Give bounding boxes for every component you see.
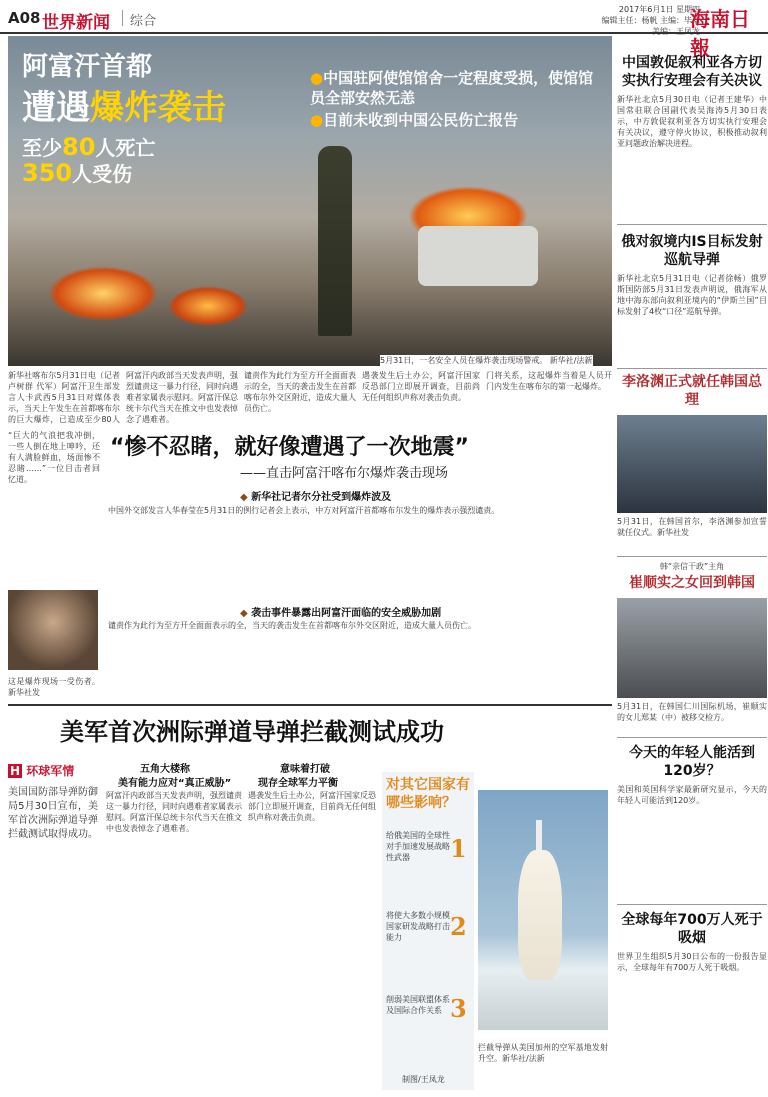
lee-photo bbox=[617, 415, 767, 513]
photo-caption: 5月31日，在韩国首尔，李洛渊参加宣誓就任仪式。新华社发 bbox=[617, 517, 767, 537]
box-number: 3 bbox=[450, 994, 467, 1023]
lead-text: 新华社喀布尔5月31日电（记者卢树群 代军）阿富汗卫生部发言人卡武西5月31日对媒体表示，当天上午发生在首都喀布尔的巨大爆炸，已造成至少80人 bbox=[8, 371, 120, 424]
article-col: 遇袭发生后土办公，阿富汗国家反恐部门立即展开调查，目前尚无任何组织声称对袭击负责。 bbox=[362, 371, 480, 402]
news-text: 新华社北京5月30日电（记者王建华）中国常驻联合国副代表吴海涛5月30日表示，中方敦促叙利亚各方切实执行安理会有关决议，遵守停火协议，积极推动叙利亚问题政治解决进程。 bbox=[617, 95, 767, 148]
news-title: 全球每年700万人死于吸烟 bbox=[621, 912, 763, 946]
col-subhead: 现存全球军力平衡 bbox=[258, 778, 338, 789]
divider bbox=[617, 556, 767, 557]
box-number: 1 bbox=[450, 834, 467, 863]
article-body: 谴责作为此行为至方开全面面表示的全，当天的袭击发生在首都喀布尔外交区附近，造成大量人员伤亡。 bbox=[108, 621, 476, 630]
divider bbox=[122, 10, 123, 26]
photo-caption: 5月31日，在韩国仁川国际机场，崔顺实的女儿郑某（中）被移交检方。 bbox=[617, 702, 767, 722]
right-column bbox=[617, 36, 767, 1011]
news-text: 世界卫生组织5月30日公布的一份报告显示，全球每年有700万人死于吸烟。 bbox=[617, 952, 767, 972]
hero-bullet: ●目前未收到中国公民伤亡报告 bbox=[310, 111, 519, 129]
news-title: 中国敦促叙利亚各方切实执行安理会有关决议 bbox=[622, 55, 762, 89]
article-body: 中国外交部发言人华春莹在5月31日的例行记者会上表示，中方对阿富汗首都喀布尔发生的爆炸表示强烈谴责。 bbox=[108, 506, 500, 515]
missile-lead: 美国国防部导弹防御局5月30日宣布，美军首次洲际弹道导弹拦截测试取得成功。 bbox=[8, 787, 98, 840]
divider bbox=[617, 737, 767, 738]
section-divider bbox=[8, 704, 612, 706]
injured-photo bbox=[8, 590, 98, 670]
col-subhead: 美有能力应对“真正威胁” bbox=[118, 778, 232, 789]
article-col: 阿富汗内政部当天发表声明，强烈谴责这一暴力行径，同时向遇难者家属表示慰问。阿富汗保总统卡尔代当天在推文中也发表悼念了遇难者。 bbox=[106, 791, 242, 833]
divider bbox=[617, 224, 767, 225]
missile-photo bbox=[478, 790, 608, 1030]
photo-caption: 这是爆炸现场一受伤者。新华社发 bbox=[8, 677, 100, 697]
news-text: 美国和英国科学家最新研究显示，今天的年轻人可能活到120岁。 bbox=[617, 785, 767, 805]
news-title: 俄对叙境内IS目标发射巡航导弹 bbox=[621, 234, 763, 268]
credit: 制图/王凤龙 bbox=[402, 1075, 445, 1084]
col-head: 五角大楼称 bbox=[140, 764, 190, 775]
article-col: 谴责作为此行为至方开全面面表示的全，当天的袭击发生在首都喀布尔外交区附近，造成大量人员伤亡。 bbox=[244, 371, 356, 413]
divider bbox=[617, 904, 767, 905]
newspaper-logo: 海南日報 bbox=[690, 7, 750, 60]
news-kicker: 韩“亲信干政”主角 bbox=[659, 562, 725, 571]
news-text: 新华社北京5月31日电（记者徐畅）俄罗斯国防部5月31日发表声明说，俄海军从地中海东部向叙利亚境内的“伊斯兰国”目标发射了4枚“口径”巡航导弹。 bbox=[617, 274, 767, 316]
section-badge: H 环球军情 bbox=[10, 764, 75, 778]
photo-caption: 拦截导弹从美国加州的空军基地发射升空。新华社/法新 bbox=[478, 1043, 608, 1063]
article-col: 门将关系，这起爆炸当着是人员开门内发生在喀布尔的第一起爆炸。 bbox=[486, 371, 612, 391]
box-item: 将使大多数小规模国家研发战略打击能力 bbox=[386, 911, 450, 942]
box-number: 2 bbox=[450, 912, 467, 941]
subsection-title: 综合 bbox=[130, 14, 157, 29]
box-item: 削弱美国联盟体系及国际合作关系 bbox=[386, 995, 450, 1015]
divider bbox=[617, 368, 767, 369]
editor-text: 编辑主任：杨帆 主编：毕翠 美编：王凤龙 bbox=[601, 16, 700, 36]
article-col: 遇袭发生后土办公，阿富汗国家反恐部门立即展开调查，目前尚无任何组织声称对袭击负责。 bbox=[248, 791, 376, 822]
hero-bullet: ●中国驻阿使馆馆舍一定程度受损，使馆馆员全部安然无恙 bbox=[310, 69, 594, 107]
page-header bbox=[0, 0, 768, 60]
quote-title: “惨不忍睹，就好像遭遇了一次地震” bbox=[110, 435, 469, 460]
date-line bbox=[600, 4, 700, 37]
side-quote: “巨大的气浪把我冲倒，一些人倒在地上呻吟，还有人满脸鲜血，场面惨不忍睹……”一位目击者回忆道。 bbox=[8, 431, 100, 484]
subhead-1: ◆ 新华社记者尔分社受到爆炸波及 bbox=[240, 492, 392, 503]
page-number: A08 bbox=[8, 9, 41, 27]
section-title: 世界新闻 bbox=[42, 13, 110, 33]
missile-title: 美军首次洲际弹道导弹拦截测试成功 bbox=[60, 718, 444, 746]
article-col: 阿富汗内政部当天发表声明，强烈谴责这一暴力行径，同时向遇难者家属表示慰问。阿富汗保总统卡尔代当天在推文中也发表悼念了遇难者。 bbox=[126, 371, 238, 424]
box-title: 对其它国家有哪些影响？ bbox=[386, 777, 470, 811]
news-title: 李洛渊正式就任韩国总理 bbox=[622, 374, 762, 408]
box-item: 给俄美国的全球性对手加速发展战略性武器 bbox=[386, 831, 450, 862]
choi-photo bbox=[617, 598, 767, 698]
impact-box bbox=[382, 772, 474, 1090]
hero-caption: 5月31日，一名安全人员在爆炸袭击现场警戒。 新华社/法新 bbox=[380, 356, 593, 365]
hero-title-line2: 遭遇爆炸袭击 bbox=[22, 88, 226, 128]
hero-title-line1: 阿富汗首都 bbox=[22, 52, 153, 82]
subhead-2: ◆ 袭击事件暴露出阿富汗面临的安全威胁加剧 bbox=[240, 608, 442, 619]
col-head: 意味着打破 bbox=[280, 764, 330, 775]
hero-stat-deaths: 至少80人死亡 bbox=[22, 133, 156, 161]
news-title: 今天的年轻人能活到120岁？ bbox=[629, 745, 755, 779]
news-title: 崔顺实之女回到韩国 bbox=[629, 575, 755, 591]
date-text: 2017年6月1日 星期四 bbox=[618, 5, 700, 14]
quote-subtitle: ——直击阿富汗喀布尔爆炸袭击现场 bbox=[240, 466, 449, 481]
hero-stat-injured: 350人受伤 bbox=[22, 159, 133, 187]
